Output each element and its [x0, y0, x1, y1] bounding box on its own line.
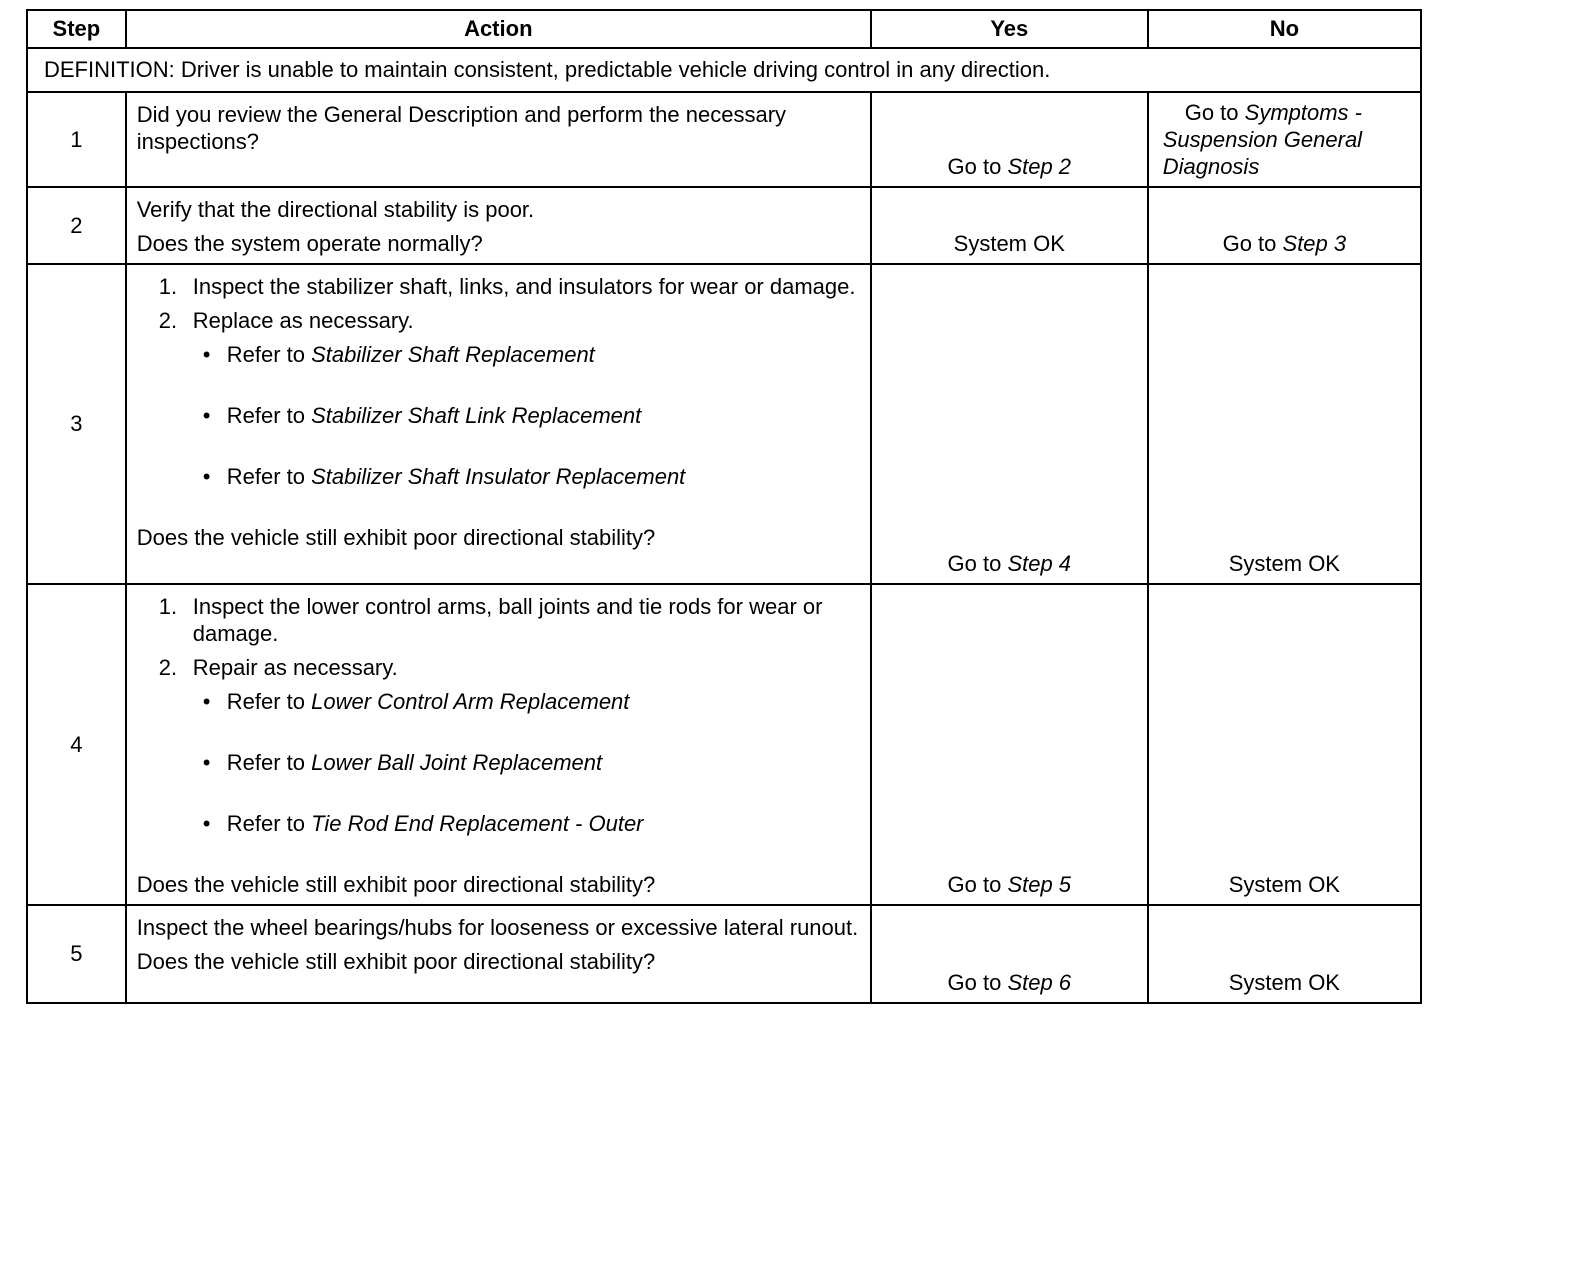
- no-cell: [1148, 92, 1421, 187]
- question-text: Does the vehicle still exhibit poor directional stability?: [136, 949, 656, 974]
- header-no: No: [1148, 10, 1421, 48]
- numbered-step: 1. Inspect the lower control arms, ball joints and tie rods for wear or damage.: [158, 594, 823, 646]
- yes-cell: [871, 92, 1148, 187]
- yes-cell: System OK: [871, 187, 1148, 264]
- action-cell: [126, 187, 871, 264]
- question-text: Does the system operate normally?: [136, 231, 483, 256]
- no-link[interactable]: Step 3: [1282, 231, 1347, 256]
- header-row: [27, 10, 1421, 48]
- numbered-step: 2. Replace as necessary.: [158, 308, 414, 333]
- no-link[interactable]: Symptoms - Suspension General Diagnosis: [1162, 100, 1363, 179]
- bullet-icon: •: [202, 464, 211, 489]
- definition-row: [27, 48, 1421, 92]
- no-prefix: Go to: [1184, 100, 1245, 125]
- reference-item: • Refer to Stabilizer Shaft Replacement: [202, 342, 595, 367]
- yes-prefix: Go to: [947, 154, 1008, 179]
- numbered-step: 1. Inspect the stabilizer shaft, links, and insulators for wear or damage.: [158, 274, 856, 299]
- step-number: 4: [27, 584, 126, 905]
- header-action: Action: [126, 10, 871, 48]
- reference-item: • Refer to Lower Control Arm Replacement: [202, 689, 630, 714]
- step-number: 5: [27, 905, 126, 1003]
- numbered-steps: [137, 593, 860, 681]
- header-step: Step: [27, 10, 126, 48]
- yes-prefix: Go to: [947, 551, 1008, 576]
- action-cell: [126, 584, 871, 905]
- instruction-text: Inspect the wheel bearings/hubs for looseness or excessive lateral runout.: [136, 915, 859, 940]
- no-cell: System OK: [1148, 905, 1421, 1003]
- instruction-text: Verify that the directional stability is poor.: [136, 197, 535, 222]
- yes-prefix: Go to: [947, 970, 1008, 995]
- yes-link[interactable]: Step 6: [1007, 970, 1072, 995]
- reference-link[interactable]: Stabilizer Shaft Insulator Replacement: [311, 464, 686, 489]
- numbered-steps: [137, 273, 860, 334]
- action-cell: [126, 905, 871, 1003]
- no-cell: System OK: [1148, 264, 1421, 584]
- yes-link[interactable]: Step 2: [1007, 154, 1072, 179]
- no-cell: System OK: [1148, 584, 1421, 905]
- reference-item: • Refer to Stabilizer Shaft Insulator Replacement: [202, 464, 686, 489]
- bullet-icon: •: [202, 811, 211, 836]
- reference-item: • Refer to Stabilizer Shaft Link Replacement: [202, 403, 642, 428]
- bullet-icon: •: [202, 750, 211, 775]
- yes-link[interactable]: Step 5: [1007, 872, 1072, 897]
- reference-item: • Refer to Lower Ball Joint Replacement: [202, 750, 603, 775]
- table-row: [27, 92, 1421, 187]
- step-number: 2: [27, 187, 126, 264]
- yes-link[interactable]: Step 4: [1007, 551, 1072, 576]
- yes-cell: [871, 264, 1148, 584]
- table-row: [27, 264, 1421, 584]
- table-row: [27, 584, 1421, 905]
- bullet-icon: •: [202, 342, 211, 367]
- yes-prefix: Go to: [947, 872, 1008, 897]
- question-text: Does the vehicle still exhibit poor directional stability?: [136, 872, 656, 897]
- reference-link[interactable]: Stabilizer Shaft Link Replacement: [311, 403, 642, 428]
- action-cell: [126, 264, 871, 584]
- reference-link[interactable]: Stabilizer Shaft Replacement: [311, 342, 595, 367]
- question-text: Did you review the General Description and perform the necessary inspections?: [136, 102, 787, 154]
- diagnostic-table: [26, 9, 1422, 1004]
- action-cell: [126, 92, 871, 187]
- step-number: 1: [27, 92, 126, 187]
- no-cell: [1148, 187, 1421, 264]
- table-row: [27, 905, 1421, 1003]
- step-number: 3: [27, 264, 126, 584]
- definition-text: DEFINITION: Driver is unable to maintain consistent, predictable vehicle driving control in any direction.: [27, 48, 1421, 92]
- reference-link[interactable]: Tie Rod End Replacement - Outer: [311, 811, 644, 836]
- no-prefix: Go to: [1222, 231, 1283, 256]
- reference-link[interactable]: Lower Control Arm Replacement: [311, 689, 630, 714]
- reference-item: • Refer to Tie Rod End Replacement - Outer: [202, 811, 644, 836]
- bullet-icon: •: [202, 689, 211, 714]
- table-row: [27, 187, 1421, 264]
- yes-cell: [871, 905, 1148, 1003]
- question-text: Does the vehicle still exhibit poor directional stability?: [136, 525, 656, 550]
- yes-cell: [871, 584, 1148, 905]
- numbered-step: 2. Repair as necessary.: [158, 655, 398, 680]
- reference-link[interactable]: Lower Ball Joint Replacement: [311, 750, 603, 775]
- bullet-icon: •: [202, 403, 211, 428]
- header-yes: Yes: [871, 10, 1148, 48]
